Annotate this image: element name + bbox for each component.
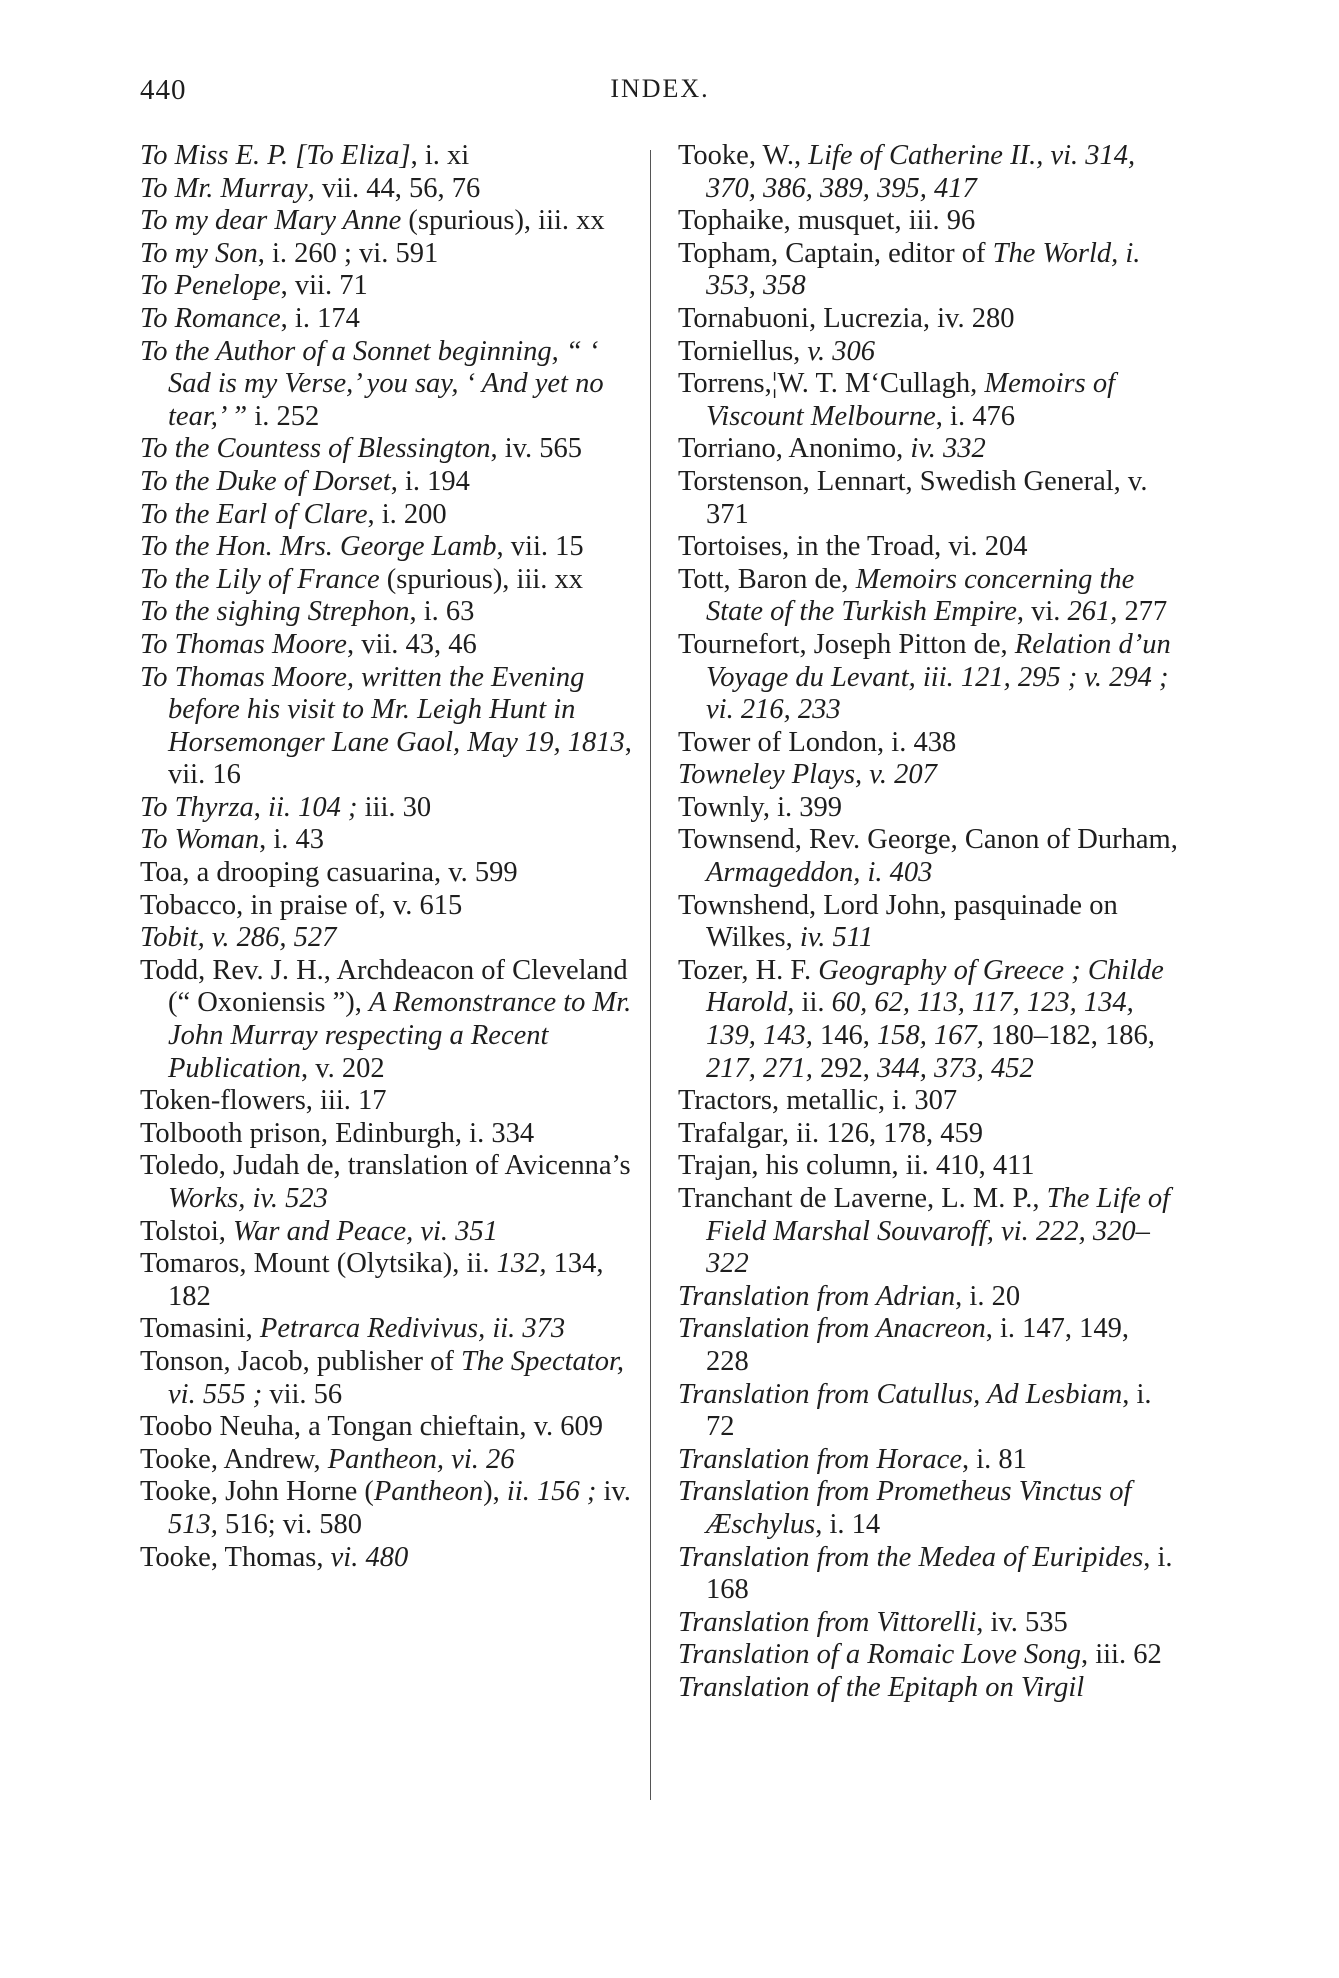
index-entry: Torniellus, v. 306 [678, 335, 875, 367]
page-header [140, 74, 1180, 114]
index-entry: Translation of a Romaic Love Song, iii. 62 [678, 1639, 1162, 1671]
index-entry: To the Hon. Mrs. George Lamb, vii. 15 [140, 531, 584, 563]
index-entry: Tophaike, musquet, iii. 96 [678, 205, 976, 237]
index-entry: To Woman, i. 43 [140, 824, 324, 856]
index-entry: Tomasini, Petrarca Redivivus, ii. 373 [140, 1313, 566, 1345]
index-entry: Townshend, Lord John, pasquinade on Wilkes, iv. 511 [678, 889, 1118, 954]
index-entry: Trajan, his column, ii. 410, 411 [678, 1150, 1035, 1182]
index-entry: Tooke, Andrew, Pantheon, vi. 26 [140, 1443, 515, 1475]
index-entry: Torriano, Anonimo, iv. 332 [678, 433, 986, 465]
index-entry: To the Countess of Blessington, iv. 565 [140, 433, 583, 465]
column-divider [650, 150, 651, 1800]
index-entry: Translation from Anacreon, i. 147, 149, 228 [678, 1313, 1130, 1377]
index-entry: Tolbooth prison, Edinburgh, i. 334 [140, 1117, 535, 1149]
index-entry: Trafalgar, ii. 126, 178, 459 [678, 1117, 983, 1149]
index-entry: Tooke, Thomas, vi. 480 [140, 1541, 409, 1573]
index-entry: Tott, Baron de, Memoirs concerning the State of the Turkish Empire, vi. 261, 277 [678, 563, 1168, 628]
index-entry: Tranchant de Laverne, L. M. P., The Life of Field Marshal Souvaroff, vi. 222, 320–322 [678, 1183, 1171, 1280]
index-entry: Tooke, W., Life of Catherine II., vi. 314, 370, 386, 389, 395, 417 [678, 140, 1136, 204]
index-entry: Tower of London, i. 438 [678, 726, 957, 758]
index-entry: To Thomas Moore, vii. 43, 46 [140, 628, 477, 660]
index-entry: Translation from Horace, i. 81 [678, 1443, 1027, 1475]
index-column-left [140, 140, 640, 1574]
index-entry: Topham, Captain, editor of The World, i. 353, 358 [678, 237, 1141, 302]
index-entry: Tooke, John Horne (Pantheon), ii. 156 ; iv. 513, 516; vi. 580 [140, 1476, 631, 1540]
index-entry: Translation from Catullus, Ad Lesbiam, i. 72 [678, 1378, 1152, 1443]
index-entry: Translation from Adrian, i. 20 [678, 1280, 1021, 1312]
index-entry: Tomaros, Mount (Olytsika), ii. 132, 134, 182 [140, 1248, 604, 1312]
index-entry: Toa, a drooping casuarina, v. 599 [140, 857, 518, 889]
index-entry: Tolstoi, War and Peace, vi. 351 [140, 1215, 498, 1247]
index-entry: To my dear Mary Anne (spurious), iii. xx [140, 205, 605, 237]
index-entry: Translation from Prometheus Vinctus of Æschylus, i. 14 [678, 1476, 1132, 1540]
index-entry: To Miss E. P. [To Eliza], i. xi [140, 140, 470, 171]
index-entry: Tobit, v. 286, 527 [140, 922, 337, 954]
index-entry: Toobo Neuha, a Tongan chieftain, v. 609 [140, 1411, 603, 1443]
index-entry: Tournefort, Joseph Pitton de, Relation d’un Voyage du Levant, iii. 121, 295 ; v. 294 ; vi. 216, 233 [678, 628, 1171, 726]
index-entry: To Mr. Murray, vii. 44, 56, 76 [140, 172, 481, 204]
index-entry: Tractors, metallic, i. 307 [678, 1085, 958, 1117]
index-entry: Torstenson, Lennart, Swedish General, v. 371 [678, 465, 1148, 530]
index-entry: To my Son, i. 260 ; vi. 591 [140, 237, 439, 269]
index-entry: To Thyrza, ii. 104 ; iii. 30 [140, 791, 432, 823]
index-entry: Token-flowers, iii. 17 [140, 1085, 387, 1117]
index-entry: To the Author of a Sonnet beginning, “ ‘ Sad is my Verse,’ you say, ‘ And yet no tear,’ ” i. 252 [140, 335, 604, 432]
index-entry: Towneley Plays, v. 207 [678, 759, 937, 791]
index-entry: To Penelope, vii. 71 [140, 270, 368, 302]
index-entry: To the Lily of France (spurious), iii. xx [140, 563, 584, 595]
index-entry: Tonson, Jacob, publisher of The Spectator, vi. 555 ; vii. 56 [140, 1345, 625, 1410]
index-entry: Tornabuoni, Lucrezia, iv. 280 [678, 302, 1015, 334]
index-entry: Tozer, H. F. Geography of Greece ; Childe Harold, ii. 60, 62, 113, 117, 123, 134, 139, 143, 146, 158, 167, 180–182, 186, 217, 271, 292, 344, 373, 452 [678, 954, 1164, 1084]
index-column-right [678, 140, 1178, 1705]
index-entry: Torrens,¦W. T. M‘Cullagh, Memoirs of Viscount Melbourne, i. 476 [678, 368, 1115, 432]
index-entry: Townly, i. 399 [678, 791, 842, 823]
index-entry: Townsend, Rev. George, Canon of Durham, Armageddon, i. 403 [678, 824, 1178, 889]
index-entry: To the Earl of Clare, i. 200 [140, 498, 447, 530]
index-entry: Translation from Vittorelli, iv. 535 [678, 1606, 1068, 1638]
page-number: 440 [140, 74, 187, 106]
index-entry: Todd, Rev. J. H., Archdeacon of Cleveland (“ Oxoniensis ”), A Remonstrance to Mr. John Murray respecting a Recent Publication, v. 202 [140, 954, 632, 1084]
index-entry: To the sighing Strephon, i. 63 [140, 596, 475, 628]
index-entry: Toledo, Judah de, translation of Avicenna’s Works, iv. 523 [140, 1150, 631, 1214]
index-entry: To the Duke of Dorset, i. 194 [140, 465, 470, 497]
index-entry: To Thomas Moore, written the Evening before his visit to Mr. Leigh Hunt in Horsemonger Lane Gaol, May 19, 1813, vii. 16 [140, 661, 632, 791]
index-entry: Tortoises, in the Troad, vi. 204 [678, 531, 1028, 563]
index-entry: Translation from the Medea of Euripides, i. 168 [678, 1541, 1173, 1606]
index-entry: To Romance, i. 174 [140, 302, 360, 334]
index-entry: Translation of the Epitaph on Virgil [678, 1671, 1085, 1703]
running-head: INDEX. [610, 74, 710, 103]
index-entry: Tobacco, in praise of, v. 615 [140, 889, 463, 921]
